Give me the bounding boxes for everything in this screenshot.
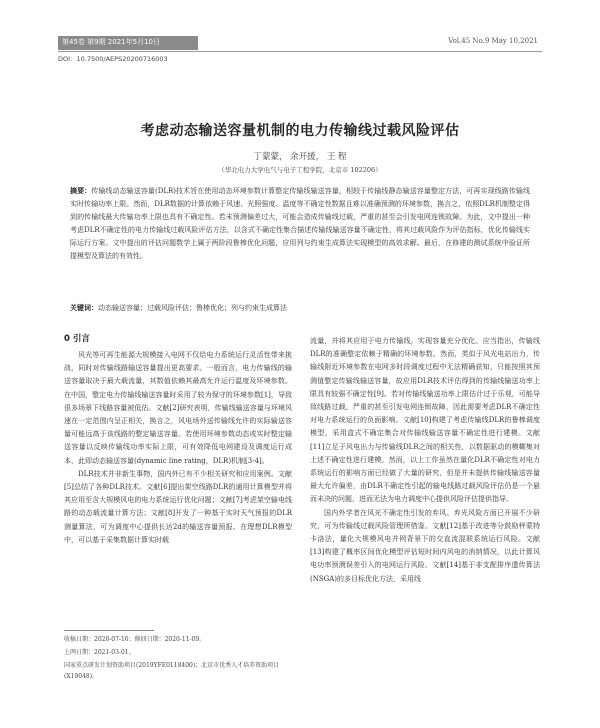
paragraph: 国内外学者在风光不确定性引发的弃风、弃光风险方面已开展不少研究，可为传输线过载风险管理所借鉴。文献[12]基于改进等分鼓励秤蒙特卡洛法，量化大规模风电并网背景下的交直流混联系统运行风险。文献[13]构建了概率区间优化模型评估短时间内风电的消纳情况，以此计算风电功率预测误差引入的电网运行风险。文献[14]基于非支配排序遗传算法(NSGA)的多目标优化方法，采用线 — [310, 508, 540, 583]
footnote-online: 上网日期：2021-03-01。 — [64, 649, 135, 656]
paper-title: 考虑动态输送容量机制的电力传输线过载风险评估 — [140, 123, 460, 139]
header-rule — [58, 51, 542, 52]
right-column — [310, 335, 540, 586]
header-issue-info-en: Vol.45 No.9 May 10,2021 — [448, 37, 538, 45]
section-heading: 0 引言 — [64, 334, 90, 344]
abstract — [70, 184, 530, 263]
abstract-text: 传输线动态输送容量(DLR)技术旨在使用动态环境参数计算整定传输线输送容量，相较于传输线静态输送容量整定方法，可再实现线路传输线实时传输功率上限。然而，DLR数据的计算依赖于风速、光照强度、温度等不确定性数据且难以准确预测的环境参数，换言之，依照DLR机制整定得到的传输线最大传输功率上限也具有不确定性。若未预测偏差过大，可能会造成传输线过载，严重的甚至会引发电网连锁故障。为此，文中提出一种考虑DLR不确定性的电力传输线过载风险评估方法，以含式不确定性集合描述传输线输送容量不确定性，将其过载风险作为评估指标，优化传输线实际运行方案。文中提出的评估问题数学上属于两阶段鲁棒优化问题，应用列与约束生成算法实现模型的高效求解。最后，在修建的测试系统中验证所提模型及算法的有效性。 — [70, 187, 530, 260]
footnote-funding: 国家重点研发计划资助项目(2019YFE0118400)；北京市优秀人才培养资助项目(X19048)。 — [64, 662, 280, 680]
keywords-label: 关键词： — [70, 303, 98, 312]
doi: DOI：10.7500/AEPS20200716003 — [58, 55, 168, 63]
left-column — [64, 349, 292, 547]
authors: 丁蒙蒙， 余开援， 王 程 — [253, 152, 347, 162]
paragraph: 流量，并将其应用于电力传输线，实现容量充分优化。应当指出，传输线DLR的准确整定依赖于精确的环境参数。然而，类似于风光电站出力，传输线附近环境参数在电网多时段调度过程中无法精确获知，只能按照其预测值整定传输线输送容量，故应用DLR技术评估得到的传输线输送功率上限具有较强不确定性[9]。若对传输线输送功率上限估计过于乐观，可能导致线路过载，严重的甚至引发电网连锁故障，因此需要考虑DLR不确定性对电力系统运行的负面影响。文献[10]构建了考虑传输线DLR的鲁棒调度模型，采用盒式不确定集合对传输线输送容量不确定性进行建模。文献[11]立足于风电出力与传输线DLR之间的相关性，以数据驱动的模糊集对上述不确定性进行建模。然而，以上工作虽然在量化DLR不确定性对电力系统运行的影响方面已经做了大量的研究，但是并未提供传输线输送容量最大允许偏差，由DLR不确定性引起的输电线路过载风险评估仍是一个悬而未决的问题，进而无法为电力调度中心提供风险评估提供指导。 — [310, 337, 540, 504]
header-issue-info: 第45卷 第9期 2021年5月10日 — [62, 38, 160, 46]
abstract-label: 摘要： — [70, 186, 92, 195]
affiliation: （华北电力大学电气与电子工程学院，北京市 102206） — [218, 166, 382, 174]
keywords-text: 动态输送容量；过载风险评估；鲁棒优化；列与约束生成算法 — [98, 304, 287, 312]
footnote-received: 收稿日期：2020-07-16；修回日期：2020-11-09。 — [64, 636, 206, 643]
footnote-rule — [64, 630, 154, 631]
paragraph: DLR技术并非新生事物，国内外已有不少相关研究和应用案例。文献[5]总结了各种DLR技术。文献[6]提出架空线路DLR的通用计算模型并将其应用至含大规模风电的电力系统运行优化问题；文献[7]考虑架空输电线路的动态载流量计算方法；文献[8]开发了一种基于实时天气预报的DLR测量算法，可为调度中心提供长达2d的输送容量预报。在理想DLR模型中，可以基于采集数据计算实时载 — [64, 469, 292, 544]
paragraph: 风光等可再生能源大规模接入电网不仅给电力系统运行灵活性带来挑战，同时对传输线路输送容量提出更高要求。一般而言，电力传输线的输送容量取决于最大载流量，其数值依赖其最高允许运行温度及环境参数。在中国，整定电力传输线输送容量时采用了较为保守的环境参数[1]，导致很多场景下线路容量被低估。文献[2]研究表明，传输线输送容量与环境风速在一定范围内呈正相关，换言之，风电场外送传输线允许的实际输送容量可能远高于该线路的整定输送容量。若使用环境参数动态或实时整定输送容量以反映传输线功率实际上限，可有效降低电网建设及调度运行成本，此即动态输送容量(dynamic line rating，DLR)机制[3-4]。 — [64, 351, 292, 465]
keywords — [70, 303, 530, 313]
